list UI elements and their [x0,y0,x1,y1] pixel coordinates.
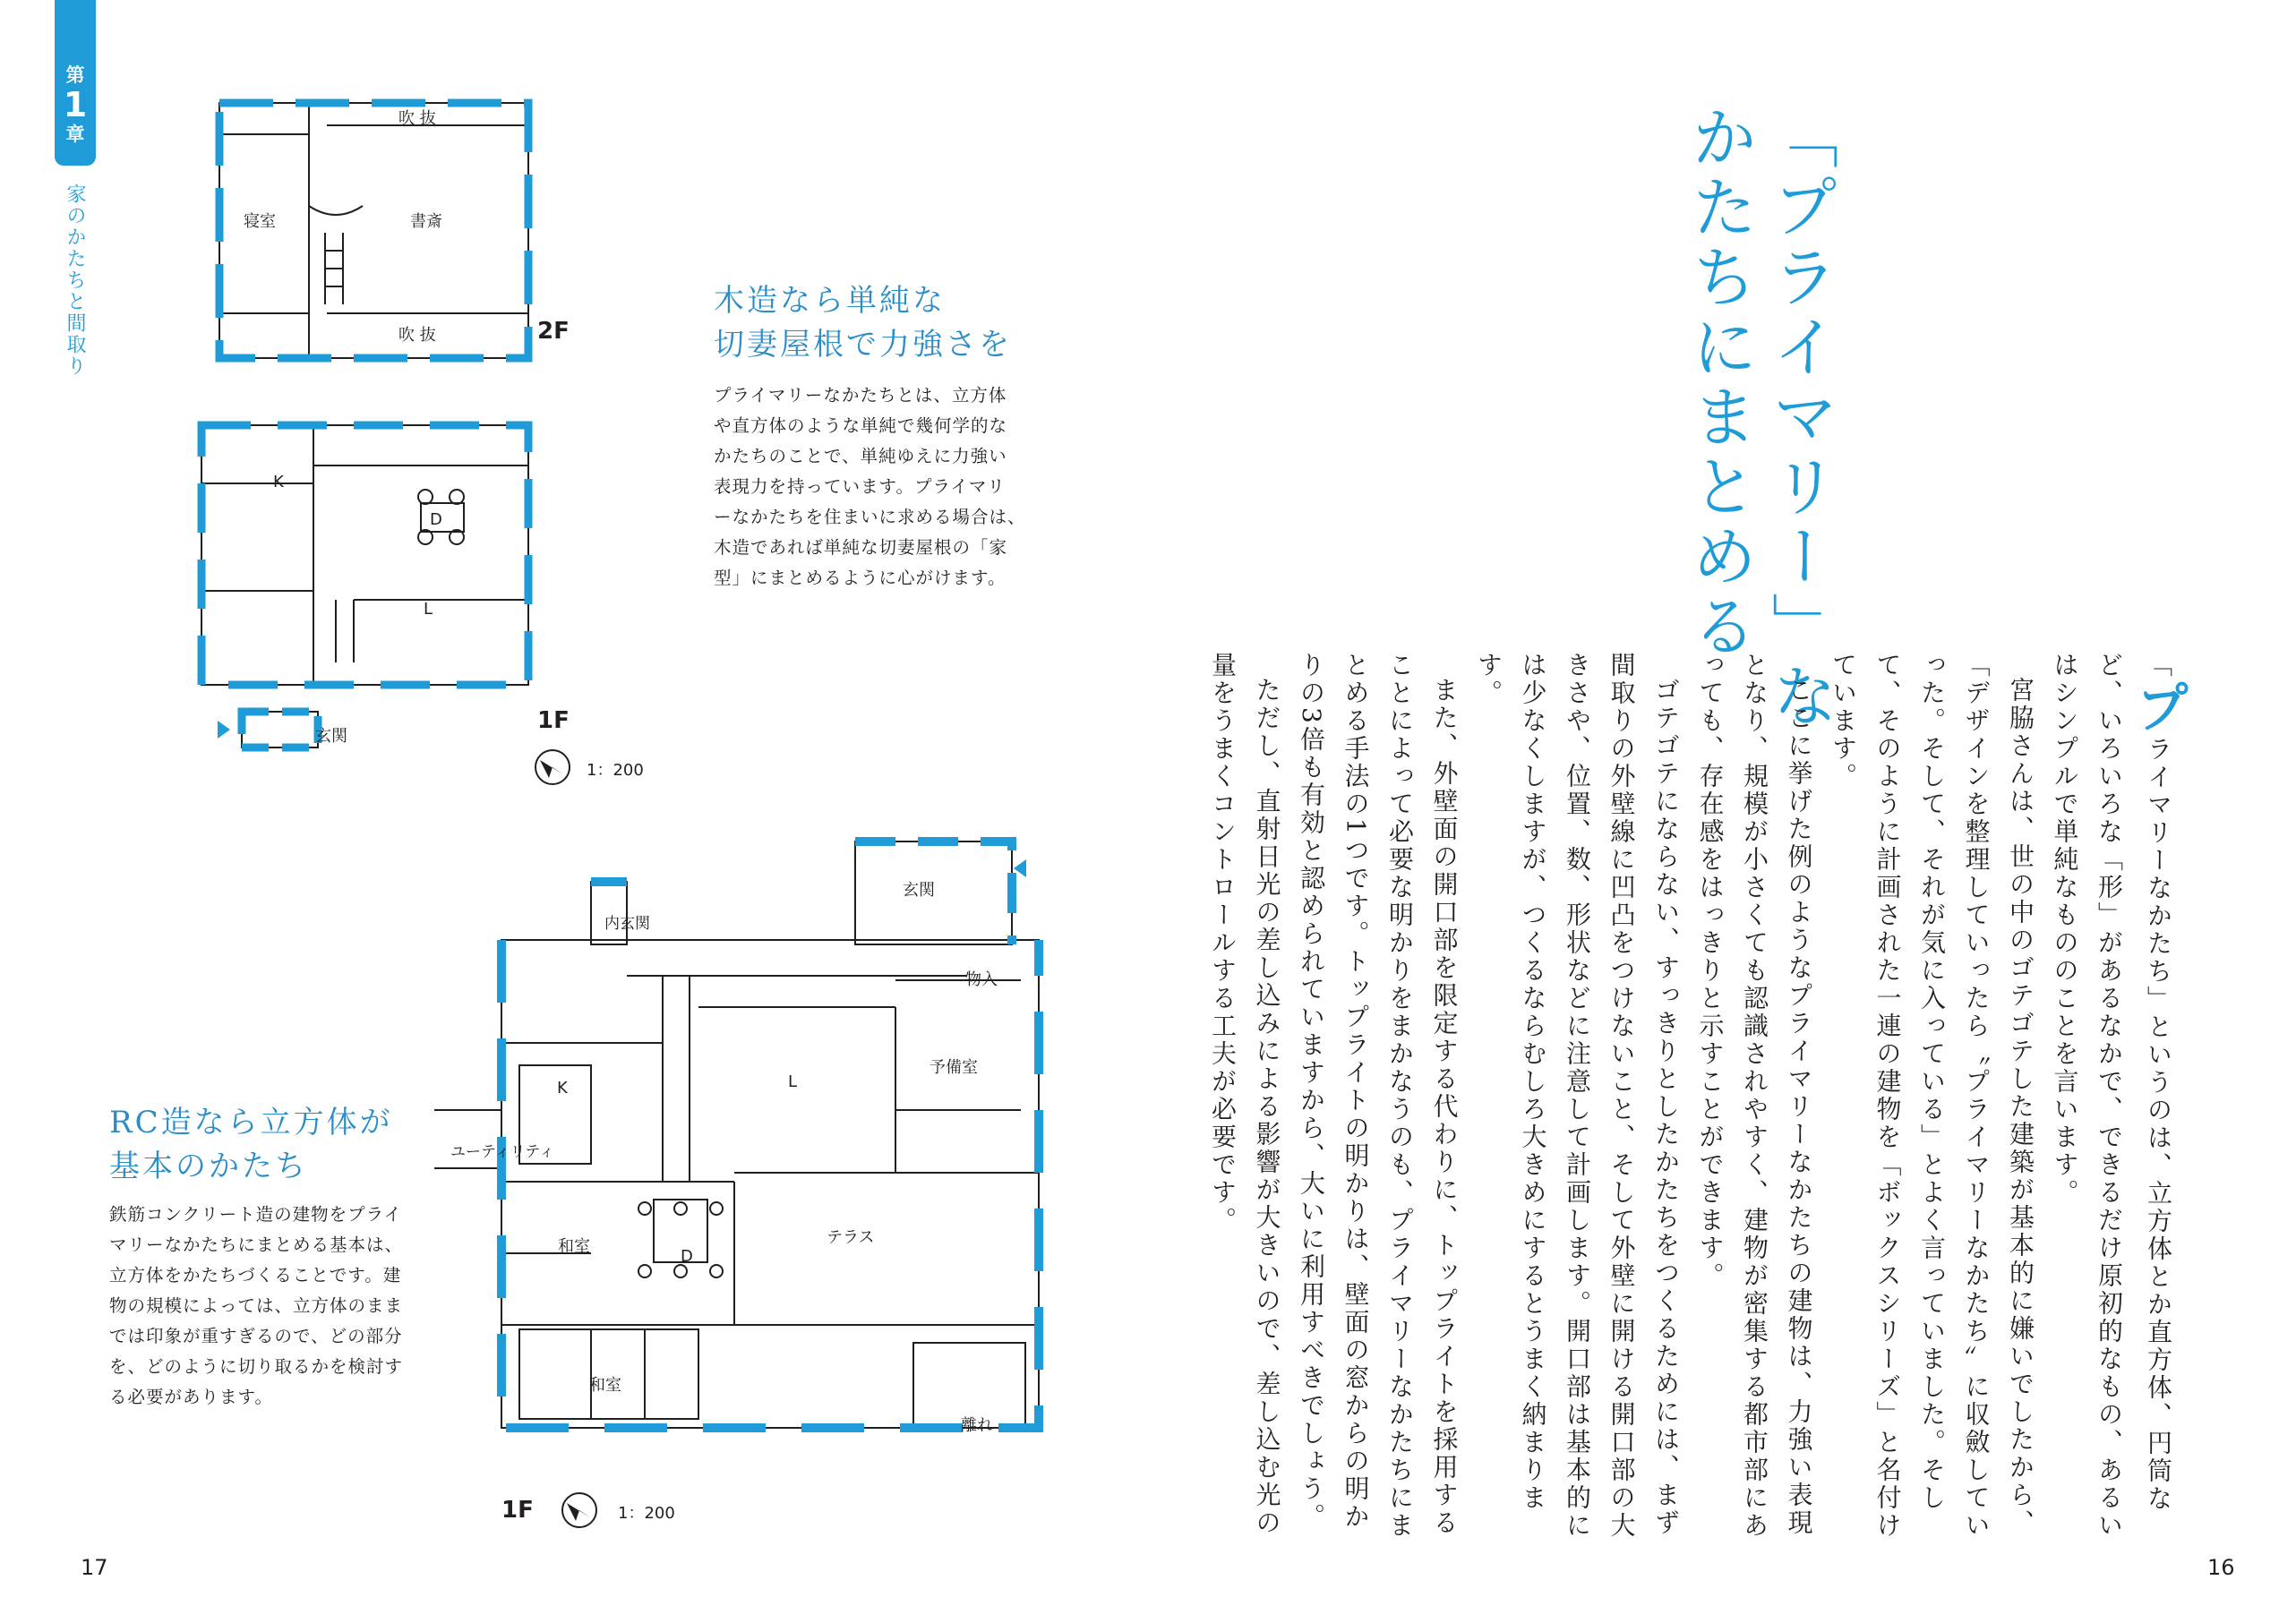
room-label: 書斎 [410,212,442,231]
floor-plan-house-a [184,90,560,806]
room-label: 吹 抜 [398,109,436,128]
page-number-left: 17 [81,1555,108,1580]
room-label: D [430,510,442,529]
body-line: ーなかたちを住まいに求める場合は、 [714,507,1026,527]
room-label: K [273,473,284,491]
room-label: ユーティリティ [450,1143,554,1161]
body-line: 表現力を持っています。プライマリ [714,476,1006,497]
chapter-number: 1 [63,85,88,124]
page-title-line1: 「プライマリー」な [1761,103,1838,731]
floor-label-1f: 1F [537,707,570,734]
chapter-label-sho: 章 [65,124,85,145]
room-label: L [424,600,433,619]
heading-wood-line2: 切妻屋根で力強さを [714,327,1012,363]
scale-label: 1：200 [587,761,644,780]
floor-plan-house-b [412,824,1057,1504]
room-label: L [788,1072,798,1091]
north-arrow-icon [560,1491,599,1530]
room-label: D [681,1247,693,1266]
body-line: 型」にまとめるように心がけます。 [714,568,1007,588]
room-label: 寝室 [244,212,276,231]
body-line: 鉄筋コンクリート造の建物をプライ [109,1204,403,1225]
body-wood [714,380,1026,594]
body-line: プライマリーなかたちとは、立方体 [714,385,1007,406]
floor-label-1f-rc: 1F [501,1497,534,1524]
room-label: 予備室 [930,1058,978,1077]
body-line: では印象が重すぎるので、どの部分 [109,1326,403,1346]
body-line: マリーなかたちにまとめる基本は、 [109,1234,404,1255]
body-vertical [1208,652,2189,1556]
paragraph: ここに挙げた例のようなプライマリーなかたちの建物は、力強い表現となり、規模が小さくても認識されやすく、建物が密集する都市部にあっても、存在感をはっきりと示すことができます。 [1695,652,1814,1540]
paragraph: 宮脇さんは、世の中のゴテゴテした建築が基本的に嫌いでしたから、「デザインを整理していったら〝プライマリーなかたち〟に収斂していった。そして、それが気に入っている」とよく言っていました。そして、そのように計画された一連の建物を「ボックスシリーズ」と名付けています。 [1829,652,2035,1540]
heading-rc [109,1101,393,1189]
paragraph: ただし、直射日光の差し込みによる影響が大きいので、差し込む光の量をうまくコントロールする工夫が必要です。 [1208,652,1282,1537]
chapter-label-dai: 第 [65,64,85,86]
room-label: 物入 [965,970,998,989]
paragraph: 「プライマリーなかたち」というのは、立方体とか直方体、円筒など、いろいろな「形」があるなかで、できるだけ原初的なもの、あるいはシンプルで単純なもののことを言います。 [2050,652,2189,1540]
paragraph: ゴテゴテにならない、すっきりとしたかたちをつくるためには、まず間取りの外壁線に凹凸をつけないこと、そして外壁に開ける開口部の大きさや、位置、数、形状などに注意して計画します。開口部は基本的には少なくしますが、つくるならむしろ大きめにするとうまく納まります。 [1474,652,1681,1540]
body-line: る必要があります。 [109,1387,273,1407]
body-line: 物の規模によっては、立方体のまま [109,1295,404,1316]
room-label: 玄関 [315,727,347,746]
floor-label-2f: 2F [537,318,570,345]
heading-wood [714,279,1012,367]
room-label: 和室 [589,1376,621,1395]
page-number-right: 16 [2207,1555,2235,1580]
body-line: 木造であれば単純な切妻屋根の「家 [714,537,1008,558]
chapter-title: 家のかたちと間取り [64,184,86,377]
chapter-tab [55,0,96,166]
room-label: K [557,1079,568,1098]
room-label: 吹 抜 [398,326,436,345]
body-rc [109,1200,403,1413]
heading-rc-line1: RC造なら立方体が [109,1105,393,1140]
body-line: 立方体をかたちづくることです。建 [109,1265,402,1286]
room-label: 離れ [961,1416,993,1435]
scale-label: 1：200 [618,1504,675,1523]
paragraph: また、外壁面の開口部を限定する代わりに、トップライトを採用することによって必要な明かりをまかなうのも、プライマリーなかたちにまとめる手法の1つです。トップライトの明かりは、壁面の窓からの明かりの3倍も有効と認められていますから、大いに利用すべきでしょう。 [1297,652,1460,1540]
room-label: テラス [827,1228,875,1247]
room-label: 内玄関 [604,915,650,933]
body-line: かたちのことで、単純ゆえに力強い [714,446,1007,466]
body-line: を、どのように切り取るかを検討す [109,1356,404,1377]
dropcap: プ [2127,679,2189,736]
heading-rc-line2: 基本のかたち [109,1149,308,1184]
body-line: や直方体のような単純で幾何学的な [714,415,1008,436]
page-title-line2: かたちにまとめる [1681,103,1758,662]
heading-wood-line1: 木造なら単純な [714,283,946,319]
room-label: 和室 [558,1237,590,1256]
room-label: 玄関 [903,881,935,900]
north-arrow-icon [533,747,572,787]
